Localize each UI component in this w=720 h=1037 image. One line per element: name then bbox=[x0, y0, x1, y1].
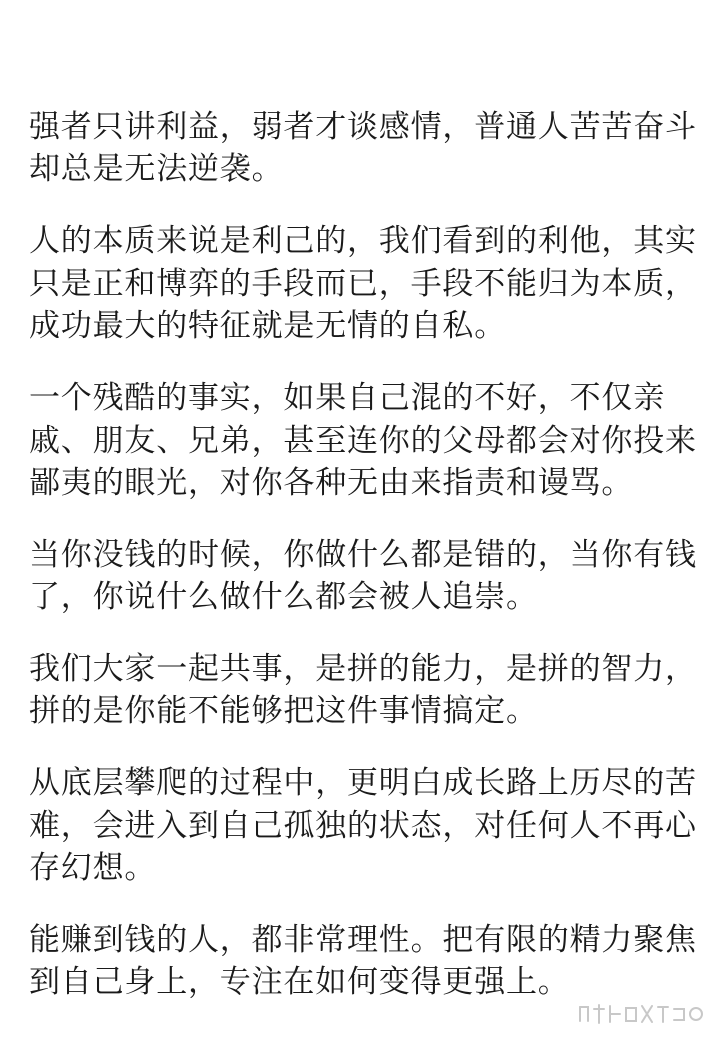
paragraph-1-line-1: 强者只讲利益，弱者才谈感情，普通人苦苦奋斗 bbox=[29, 109, 697, 145]
paragraph-4-line-2: 了，你说什么做什么都会被人追崇。 bbox=[29, 579, 538, 615]
paragraph-3-line-2: 戚、朋友、兄弟，甚至连你的父母都会对你投来 bbox=[29, 423, 697, 459]
paragraph-4-line-1: 当你没钱的时候，你做什么都是错的，当你有钱 bbox=[29, 537, 697, 573]
paragraph-1-line-2: 却总是无法逆袭。 bbox=[29, 151, 284, 187]
paragraph-3-line-3: 鄙夷的眼光，对你各种无由来指责和谩骂。 bbox=[29, 465, 634, 501]
paragraph-6-line-2: 难，会进入到自己孤独的状态，对任何人不再心 bbox=[29, 808, 697, 844]
paragraph-5-line-1: 我们大家一起共事，是拼的能力，是拼的智力， bbox=[29, 651, 697, 687]
paragraph-6-line-1: 从底层攀爬的过程中，更明白成长路上历尽的苦 bbox=[29, 765, 697, 801]
paragraph-6-line-3: 存幻想。 bbox=[29, 850, 157, 886]
paragraph-2-line-2: 只是正和博弈的手段而已，手段不能归为本质， bbox=[29, 266, 697, 302]
paragraph-2-line-1: 人的本质来说是利己的，我们看到的利他，其实 bbox=[29, 223, 697, 259]
paragraph-3-line-1: 一个残酷的事实，如果自己混的不好，不仅亲 bbox=[29, 380, 665, 416]
watermark-logo-icon bbox=[576, 1003, 706, 1025]
paragraph-7-line-1: 能赚到钱的人，都非常理性。把有限的精力聚焦 bbox=[29, 922, 697, 958]
paragraph-2-line-3: 成功最大的特征就是无情的自私。 bbox=[29, 308, 506, 344]
paragraph-5-line-2: 拼的是你能不能够把这件事情搞定。 bbox=[29, 693, 538, 729]
paragraph-7-line-2: 到自己身上，专注在如何变得更强上。 bbox=[29, 964, 570, 1000]
